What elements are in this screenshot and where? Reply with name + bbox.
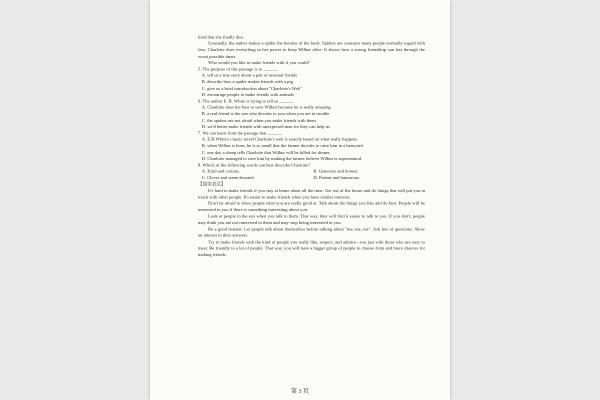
option: D. we'd better make friends with unexpected man for they can help us [201,123,330,130]
question-6: 6. The author E. B. White is trying to tell us ______. [198,97,295,104]
option: A. tell us a true story about a pair of unusual friends [201,72,298,79]
option: B. when Wilbur is born, he is so small that the farmer decides to raise him in a barnyard. [201,142,364,149]
page-number: 第 3 页 [290,389,309,395]
option-row [198,175,425,181]
option: A. Kind and curious. [201,168,241,174]
paragraph: Be a good listener. Let people talk about themselves before talking about "me, me, me". Ask lots of questions. Show an interest in their answers. [198,225,425,238]
option: A. Charlotte does her best to save Wilbur because he is really amazing [201,104,331,111]
question-5: 5. The purpose of this passage is to ______. [198,65,279,72]
option: D. Charlotte managed to save him by making the farmer believe Wilbur is supernatural. [201,155,363,162]
question-7: 7. We can learn from the passage that ______. [198,129,283,136]
option: D. Patient and humorous. [313,174,361,181]
section-heading: 【阅读表达】 [198,181,226,187]
option: A. E.B.White's classic novel Charlotte's web is exactly based on what really happens. [201,136,359,143]
paragraph: Who would you like to make friends with if you could? [208,59,310,66]
option: C. the spiders are not afraid when you make friends with them [201,117,316,123]
option: C. Clever and warm-hearted. [201,174,255,181]
document-page [150,0,450,400]
paragraph: Try to make friends with the kind of people you really like, respect, and admire—not just with those who are easy to meet. Be friendly to a lot of people. That way, you will have a bigger group of people to choose from and more chances for making friends. [198,238,425,258]
page-content [198,34,425,258]
option: D. encourage people to make friends with animals [201,91,294,98]
option: C. one day a sheep tells Charlotte that Wilbur will be killed for dinner. [201,149,331,155]
question-8: 8. Which of the following words can best describe Charlotte? [198,161,311,168]
option: B. Generous and honest. [313,168,359,174]
text-line: tired that she finally dies. [198,34,245,40]
paragraph: Look at people in the eye when you talk to them. That way, they will find it easier to talk to you. If you don't, people may think you are not interested in them and may stop being interested in you. [198,213,425,226]
paragraph: Unusually, the author makes a spider the heroine of the book. Spiders are creatures many people normally regard with fear. Charlotte does everything in her power to keep Wilbur alive. It shows how a strong friendship can last through the worst possible times. [198,40,425,59]
option: B. a real friend is the one who devotes to you when you are in trouble [201,110,330,117]
option: B. describe how a spider makes friends with a pig [201,78,293,85]
paragraph: It's hard to make friends if you stay at home alone all the time. Get out of the house and do things that will put you in touch with other people. It's easier to make friends when you have similar interests. [198,187,425,200]
paragraph: Don't be afraid to show people what you are really good at. Talk about the things you like and do best. People will be interested in you if there is something interesting about you. [198,200,425,213]
option: C. give us a brief introduction about "Charlotte's Web" [201,85,302,91]
